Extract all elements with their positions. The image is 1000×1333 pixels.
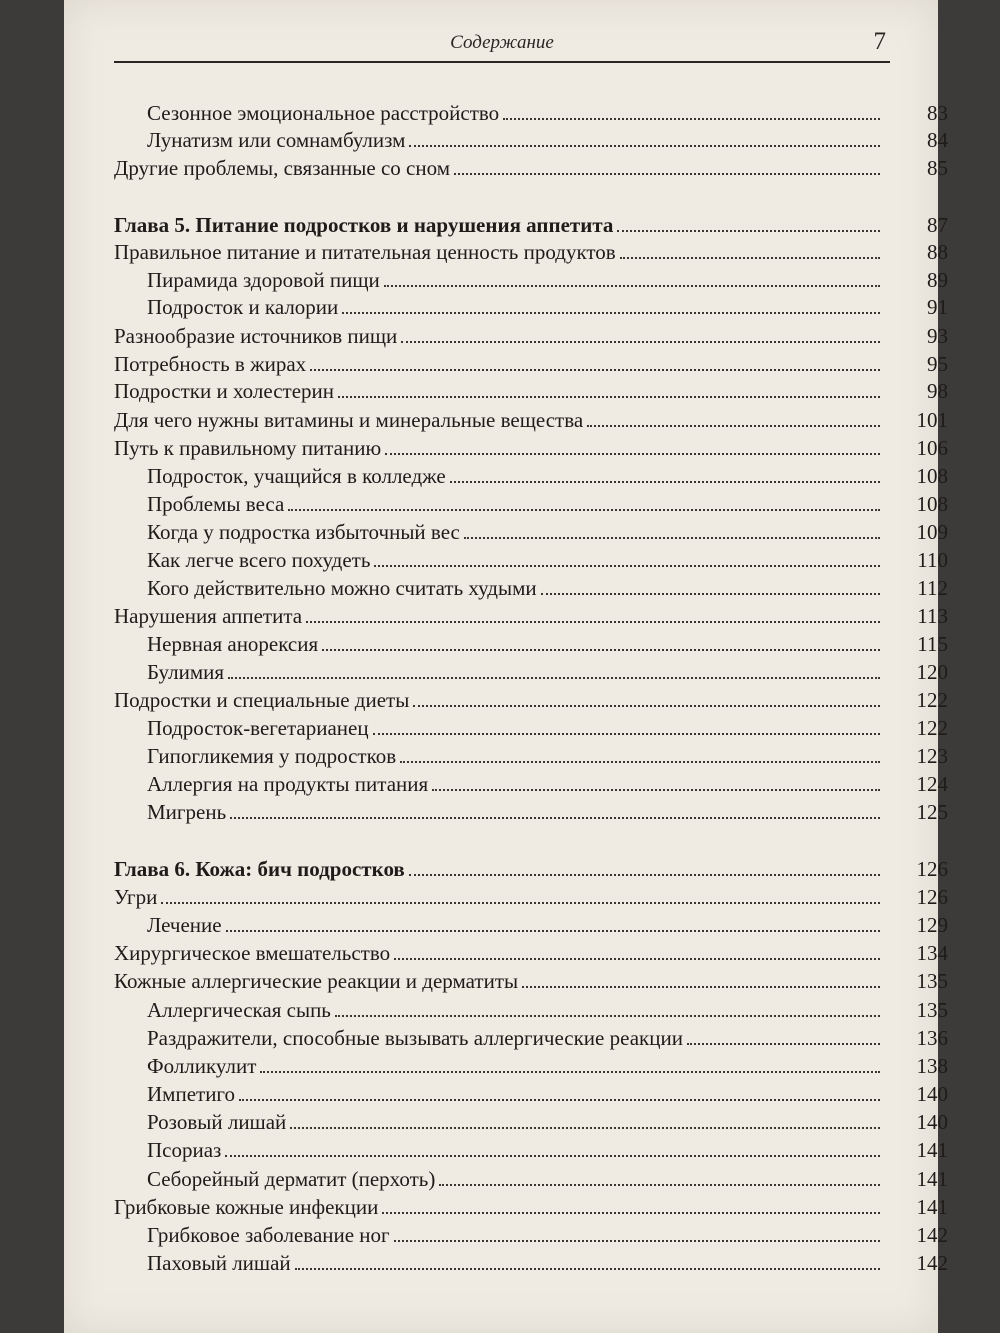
header-title: Содержание (450, 32, 554, 53)
dot-leader (335, 1015, 880, 1017)
toc-entry-page: 91 (927, 295, 948, 319)
toc-entry-label: Подросток-вегетарианец (147, 716, 369, 740)
toc-entry-page: 136 (916, 1026, 948, 1050)
dot-leader (439, 1184, 880, 1186)
dot-leader (374, 565, 880, 567)
dot-leader (225, 1155, 880, 1157)
dot-leader (432, 789, 880, 791)
toc-entry-label: Разнообразие источников пищи (114, 324, 398, 348)
toc-entry (114, 233, 948, 264)
header-rule (114, 61, 890, 63)
toc-entry-page: 87 (927, 213, 948, 237)
toc-entry-label: Кожные аллергические реакции и дерматиты (114, 969, 519, 993)
toc-entry-page: 112 (917, 576, 948, 600)
toc-entry-label: Раздражители, способные вызывать аллергические реакции (147, 1026, 683, 1050)
dot-leader (342, 312, 880, 314)
toc-entry-label: Другие проблемы, связанные со сном (114, 156, 450, 180)
dot-leader (587, 425, 880, 427)
toc-entry (147, 709, 948, 740)
toc-entry (147, 906, 948, 937)
toc-entry (114, 401, 948, 432)
dot-leader (409, 145, 880, 147)
toc-entry-page: 108 (916, 464, 948, 488)
toc-entry-label: Хирургическое вмешательство (114, 941, 391, 965)
toc-entry (147, 1216, 948, 1247)
toc-entry-page: 113 (917, 604, 948, 628)
toc-entry (114, 681, 948, 712)
dot-leader (522, 986, 880, 988)
toc-entry (147, 94, 948, 125)
toc-entry-label: Паховый лишай (147, 1251, 291, 1275)
toc-entry-page: 122 (916, 716, 948, 740)
toc-entry-label: Подросток, учащийся в колледже (147, 464, 446, 488)
dot-leader (400, 761, 880, 763)
dot-leader (454, 173, 880, 175)
dot-leader (290, 1127, 880, 1129)
toc-entry-page: 141 (916, 1167, 948, 1191)
toc-entry (147, 793, 948, 824)
toc-entry (147, 1244, 948, 1275)
toc-entry-page: 142 (916, 1251, 948, 1275)
toc-entry (114, 962, 948, 993)
toc-entry-label: Как легче всего похудеть (147, 548, 371, 572)
toc-entry-page: 88 (927, 240, 948, 264)
toc-entry-label: Фолликулит (147, 1054, 257, 1078)
dot-leader (413, 705, 880, 707)
toc-entry-label: Правильное питание и питательная ценность продуктов (114, 240, 616, 264)
dot-leader (260, 1071, 880, 1073)
toc-entry-page: 141 (916, 1195, 948, 1219)
toc-entry (114, 345, 948, 376)
toc-entry-page: 126 (916, 857, 948, 881)
toc-entry-label: Аллергия на продукты питания (147, 772, 429, 796)
toc-entry (147, 1131, 948, 1162)
toc-entry (114, 149, 948, 180)
toc-entry (147, 485, 948, 516)
toc-entry (147, 1019, 948, 1050)
toc-entry-page: 83 (927, 101, 948, 125)
toc-entry (147, 513, 948, 544)
dot-leader (541, 593, 880, 595)
dot-leader (306, 621, 880, 623)
dot-leader (230, 817, 880, 819)
toc-entry-page: 115 (917, 632, 948, 656)
toc-entry-label: Нарушения аппетита (114, 604, 303, 628)
toc-entry-label: Когда у подростка избыточный вес (147, 520, 460, 544)
toc-entry-label: Путь к правильному питанию (114, 436, 382, 460)
toc-entry-page: 134 (916, 941, 948, 965)
dot-leader (620, 257, 880, 259)
toc-entry-page: 106 (916, 436, 948, 460)
dot-leader (503, 118, 880, 120)
toc-entry (114, 934, 948, 965)
dot-leader (687, 1043, 880, 1045)
dot-leader (464, 537, 880, 539)
toc-entry (114, 878, 948, 909)
toc-entry-label: Булимия (147, 660, 225, 684)
toc-entry (114, 429, 948, 460)
toc-entry-page: 141 (916, 1138, 948, 1162)
toc-entry-page: 122 (916, 688, 948, 712)
dot-leader (450, 481, 880, 483)
toc-entry-page: 120 (916, 660, 948, 684)
toc-chapter-heading (114, 206, 948, 237)
toc-entry-label: Кого действительно можно считать худыми (147, 576, 537, 600)
toc-entry (147, 261, 948, 292)
dot-leader (373, 733, 880, 735)
toc-entry (147, 569, 948, 600)
toc-entry-label: Глава 6. Кожа: бич подростков (114, 857, 405, 881)
toc-entry-page: 142 (916, 1223, 948, 1247)
toc-chapter-heading (114, 850, 948, 881)
toc-entry (147, 288, 948, 319)
toc-entry (147, 1075, 948, 1106)
dot-leader (384, 285, 880, 287)
toc-entry-label: Проблемы веса (147, 492, 285, 516)
running-header (114, 28, 890, 58)
dot-leader (288, 509, 880, 511)
toc-entry (147, 457, 948, 488)
toc-entry-page: 110 (917, 548, 948, 572)
dot-leader (295, 1268, 880, 1270)
toc-entry (147, 1160, 948, 1191)
dot-leader (394, 958, 880, 960)
toc-entry (114, 1188, 948, 1219)
toc-entry (147, 991, 948, 1022)
toc-entry (147, 121, 948, 152)
dot-leader (401, 341, 880, 343)
toc-entry-label: Для чего нужны витамины и минеральные вещества (114, 408, 584, 432)
toc-entry-label: Нервная анорексия (147, 632, 319, 656)
toc-entry (147, 1103, 948, 1134)
toc-entry-page: 101 (916, 408, 948, 432)
toc-entry-label: Импетиго (147, 1082, 236, 1106)
toc-entry-label: Потребность в жирах (114, 352, 307, 376)
toc-entry-label: Глава 5. Питание подростков и нарушения аппетита (114, 213, 614, 237)
toc-entry-label: Себорейный дерматит (перхоть) (147, 1167, 436, 1191)
dot-leader (409, 874, 880, 876)
toc-entry-page: 129 (916, 913, 948, 937)
toc-entry-label: Грибковые кожные инфекции (114, 1195, 379, 1219)
toc-entry-label: Подросток и калории (147, 295, 339, 319)
page-number: 7 (873, 28, 886, 55)
dot-leader (228, 677, 880, 679)
toc-entry-label: Аллергическая сыпь (147, 998, 331, 1022)
toc-entry-page: 126 (916, 885, 948, 909)
dot-leader (382, 1212, 880, 1214)
toc-entry (147, 653, 948, 684)
toc-entry (114, 597, 948, 628)
toc-entry-page: 93 (927, 324, 948, 348)
toc-entry-page: 124 (916, 772, 948, 796)
toc-entry-page: 85 (927, 156, 948, 180)
dot-leader (226, 930, 880, 932)
toc-entry-label: Псориаз (147, 1138, 222, 1162)
toc-entry-label: Мигрень (147, 800, 227, 824)
dot-leader (322, 649, 880, 651)
toc-entry-page: 135 (916, 969, 948, 993)
toc-entry-label: Грибковое заболевание ног (147, 1223, 390, 1247)
dot-leader (617, 230, 880, 232)
toc-entry-label: Подростки и холестерин (114, 379, 334, 403)
toc-entry-label: Сезонное эмоциональное расстройство (147, 101, 500, 125)
toc-entry-label: Лунатизм или сомнамбулизм (147, 128, 406, 152)
toc-entry-page: 89 (927, 268, 948, 292)
toc-entry-page: 109 (916, 520, 948, 544)
toc-entry (114, 372, 948, 403)
toc-entry (114, 317, 948, 348)
toc-entry-page: 84 (927, 128, 948, 152)
toc-entry-label: Пирамида здоровой пищи (147, 268, 380, 292)
toc-entry-label: Гипогликемия у подростков (147, 744, 397, 768)
toc-entry-label: Угри (114, 885, 158, 909)
toc-entry-page: 140 (916, 1110, 948, 1134)
dot-leader (161, 902, 880, 904)
toc-entry-label: Лечение (147, 913, 222, 937)
toc-entry-page: 138 (916, 1054, 948, 1078)
toc-entry (147, 765, 948, 796)
toc-entry (147, 737, 948, 768)
toc-entry-page: 125 (916, 800, 948, 824)
toc-entry (147, 1047, 948, 1078)
dot-leader (239, 1099, 880, 1101)
toc-entry-page: 108 (916, 492, 948, 516)
toc-entry (147, 625, 948, 656)
toc-entry-page: 98 (927, 379, 948, 403)
dot-leader (310, 369, 880, 371)
toc-entry (147, 541, 948, 572)
book-page (64, 0, 948, 1333)
dot-leader (385, 453, 880, 455)
toc-entry-page: 140 (916, 1082, 948, 1106)
toc-entry-page: 135 (916, 998, 948, 1022)
dot-leader (394, 1240, 880, 1242)
toc-entry-page: 95 (927, 352, 948, 376)
dot-leader (338, 396, 880, 398)
toc-entry-label: Розовый лишай (147, 1110, 287, 1134)
toc-entry-page: 123 (916, 744, 948, 768)
toc-entry-label: Подростки и специальные диеты (114, 688, 410, 712)
